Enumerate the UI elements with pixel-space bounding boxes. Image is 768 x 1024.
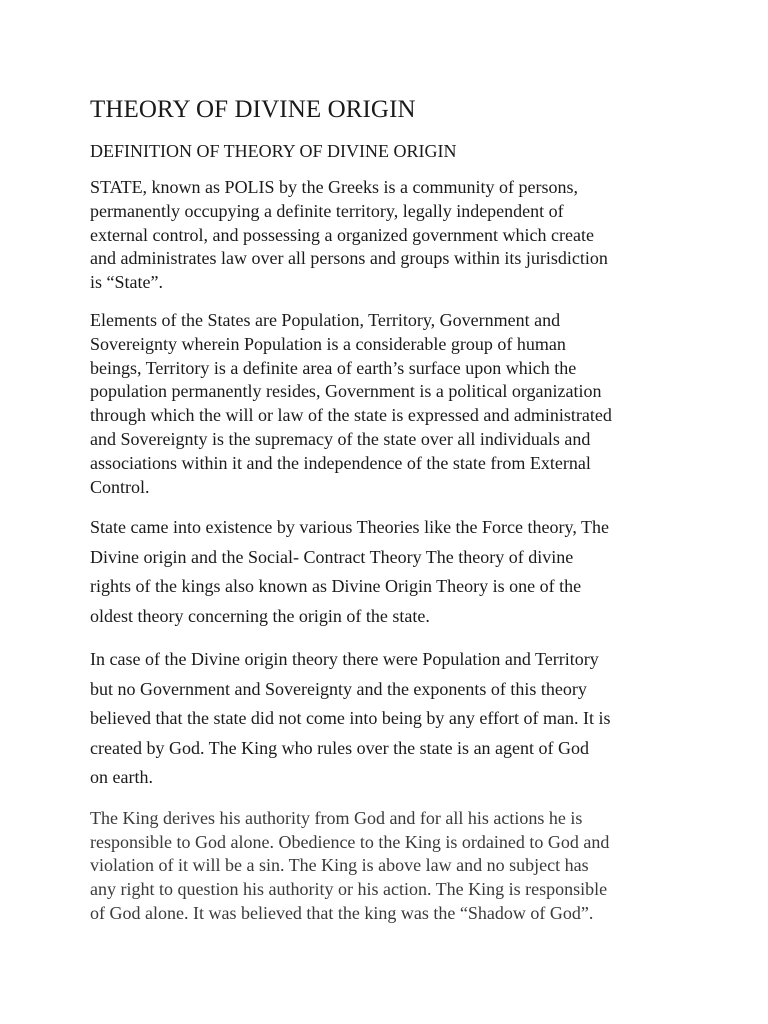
paragraph-line: Control. (90, 476, 150, 497)
paragraph-state-definition (90, 176, 690, 295)
paragraph-line: permanently occupying a definite territory, legally independent of (90, 200, 564, 221)
paragraph-line: Divine origin and the Social- Contract Theory The theory of divine (90, 546, 574, 567)
paragraph-line: of God alone. It was believed that the king was the “Shadow of God”. (90, 903, 594, 924)
paragraph-line: population permanently resides, Government is a political organization (90, 381, 602, 402)
paragraph-line: STATE, known as POLIS by the Greeks is a community of persons, (90, 177, 579, 197)
paragraph-line: through which the will or law of the state is expressed and administrated (90, 405, 612, 426)
paragraph-line: associations within it and the independence of the state from External (90, 452, 591, 473)
document-page (90, 93, 690, 940)
paragraph-king-authority (90, 807, 690, 926)
paragraph-line: believed that the state did not come into being by any effort of man. It is (90, 708, 611, 729)
paragraph-elements-of-state (90, 309, 690, 499)
paragraph-line: and Sovereignty is the supremacy of the state over all individuals and (90, 428, 591, 449)
paragraph-line: on earth. (90, 767, 153, 788)
paragraph-theories (90, 513, 690, 631)
paragraph-line: created by God. The King who rules over the state is an agent of God (90, 737, 590, 758)
paragraph-divine-origin-case (90, 645, 690, 793)
paragraph-line: oldest theory concerning the origin of the state. (90, 605, 430, 626)
paragraph-line: but no Government and Sovereignty and the exponents of this theory (90, 678, 587, 699)
paragraph-line: and administrates law over all persons and groups within its jurisdiction (90, 248, 608, 269)
paragraph-line: external control, and possessing a organized government which create (90, 224, 594, 245)
paragraph-line: beings, Territory is a definite area of earth’s surface upon which the (90, 357, 577, 378)
paragraph-line: Sovereignty wherein Population is a considerable group of human (90, 333, 566, 354)
paragraph-line: rights of the kings also known as Divine Origin Theory is one of the (90, 576, 582, 597)
paragraph-line: In case of the Divine origin theory there were Population and Territory (90, 649, 599, 670)
paragraph-line: violation of it will be a sin. The King is above law and no subject has (90, 855, 589, 876)
paragraph-line: The King derives his authority from God and for all his actions he is (90, 807, 583, 828)
paragraph-line: State came into existence by various Theories like the Force theory, The (90, 517, 610, 538)
paragraph-line: responsible to God alone. Obedience to the King is ordained to God and (90, 831, 610, 852)
paragraph-line: any right to question his authority or his action. The King is responsible (90, 879, 608, 900)
document-title: THEORY OF DIVINE ORIGIN (90, 96, 416, 123)
paragraph-line: is “State”. (90, 272, 163, 293)
document-subtitle: DEFINITION OF THEORY OF DIVINE ORIGIN (90, 141, 457, 161)
paragraph-line: Elements of the States are Population, Territory, Government and (90, 309, 561, 330)
